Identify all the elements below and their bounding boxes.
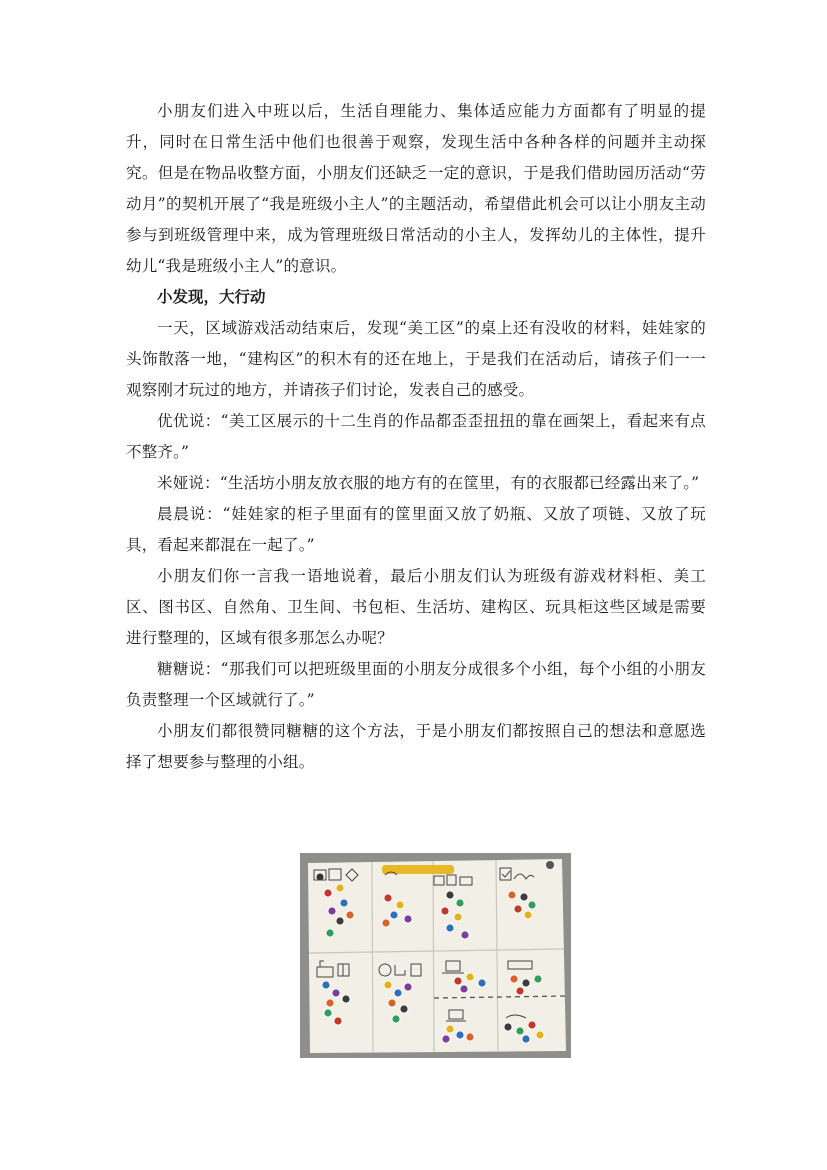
sticker-dot: [324, 1009, 332, 1017]
sticker-dot: [534, 975, 542, 983]
sticker-dot: [322, 981, 330, 989]
sticker-dot: [524, 911, 532, 919]
sticker-dot: [332, 989, 340, 997]
sticker-dot: [454, 977, 462, 985]
sticker-dot: [326, 929, 334, 937]
sticker-dot: [404, 915, 412, 923]
sticker-dot: [446, 1025, 454, 1033]
sticker-dot: [466, 1033, 474, 1041]
quote-tangtang: 糖糖说：“那我们可以把班级里面的小朋友分成很多个小组，每个小组的小朋友负责整理一个区域就行了。”: [126, 660, 706, 709]
conclusion-paragraph: 小朋友们都很赞同糖糖的这个方法，于是小朋友们都按照自己的想法和意愿选择了想要参与整理的小组。: [126, 722, 706, 771]
sticker-dot: [514, 905, 522, 913]
sticker-dot: [328, 907, 336, 915]
sticker-dot: [326, 999, 334, 1007]
sticker-dot: [441, 907, 449, 915]
sticker-dot: [392, 1015, 400, 1023]
sticker-dot: [346, 911, 354, 919]
group-chart-illustration: [300, 853, 571, 1058]
intro-paragraph: 小朋友们进入中班以后，生活自理能力、集体适应能力方面都有了明显的提升，同时在日常生活中他们也很善于观察，发现生活中各种各样的问题并主动探究。但是在物品收整方面，小朋友们还缺乏一定的意识，于是我们借助园历活动“劳动月”的契机开展了“我是班级小主人”的主题活动，希望借此机会可以让小朋友主动参与到班级管理中来，成为管理班级日常活动的小主人，发挥幼儿的主体性，提升幼儿“我是班级小主人”的意识。: [126, 102, 706, 275]
sticker-dot: [334, 1017, 342, 1025]
sticker-dot: [456, 899, 464, 907]
document-body: [126, 96, 706, 778]
sticker-dot: [510, 975, 518, 983]
sticker-dot: [522, 979, 530, 987]
sticker-dot: [516, 987, 524, 995]
quote-youyou: 优优说：“美工区展示的十二生肖的作品都歪歪扭扭的靠在画架上，看起来有点不整齐。”: [126, 412, 706, 461]
sticker-dot: [390, 911, 398, 919]
sticker-dot: [478, 979, 486, 987]
sticker-dot: [516, 1027, 524, 1035]
sticker-dot: [446, 924, 454, 932]
sticker-dot: [528, 1021, 536, 1029]
sticker-dot: [382, 919, 390, 927]
sticker-dot: [342, 995, 350, 1003]
sticker-dot: [340, 899, 348, 907]
sticker-dot: [400, 1005, 408, 1013]
sticker-dot: [336, 884, 344, 892]
sticker-dot: [404, 983, 412, 991]
group-chart-photo: [300, 853, 571, 1058]
discussion-paragraph: 小朋友们你一言我一语地说着，最后小朋友们认为班级有游戏材料柜、美工区、图书区、自然角、卫生间、书包柜、生活坊、建构区、玩具柜这些区域是需要进行整理的，区域有很多那怎么办呢？: [126, 567, 706, 647]
sticker-dot: [460, 985, 468, 993]
quote-miya: 米娅说：“生活坊小朋友放衣服的地方有的在筐里，有的衣服都已经露出来了。”: [157, 474, 700, 492]
sticker-dot: [528, 901, 536, 909]
sticker-dot: [446, 891, 454, 899]
sticker-dot: [394, 989, 402, 997]
sticker-dot: [456, 1031, 464, 1039]
sticker-dot: [520, 893, 528, 901]
sticker-dot: [384, 894, 392, 902]
sticker-dot: [388, 999, 396, 1007]
sticker-dot: [461, 931, 469, 939]
sticker-dot: [466, 973, 474, 981]
story-paragraph: 一天，区域游戏活动结束后，发现“美工区”的桌上还有没收的材料，娃娃家的头饰散落一地，“建构区”的积木有的还在地上，于是我们在活动后，请孩子们一一观察刚才玩过的地方，并请孩子们讨论，发表自己的感受。: [126, 319, 706, 399]
sticker-dot: [396, 901, 404, 909]
sticker-dot: [384, 981, 392, 989]
sticker-dot: [536, 1031, 544, 1039]
sticker-dot: [508, 891, 516, 899]
sticker-dot: [336, 917, 344, 925]
sticker-dot: [504, 1023, 512, 1031]
sticker-dot: [454, 913, 462, 921]
quote-chenchen: 晨晨说：“娃娃家的柜子里面有的筐里面又放了奶瓶、又放了项链、又放了玩具，看起来都混在一起了。”: [126, 505, 706, 554]
sticker-dot: [324, 889, 332, 897]
sticker-dot: [442, 1035, 450, 1043]
sticker-dot: [522, 1035, 530, 1043]
section-heading: 小发现，大行动: [157, 288, 266, 306]
